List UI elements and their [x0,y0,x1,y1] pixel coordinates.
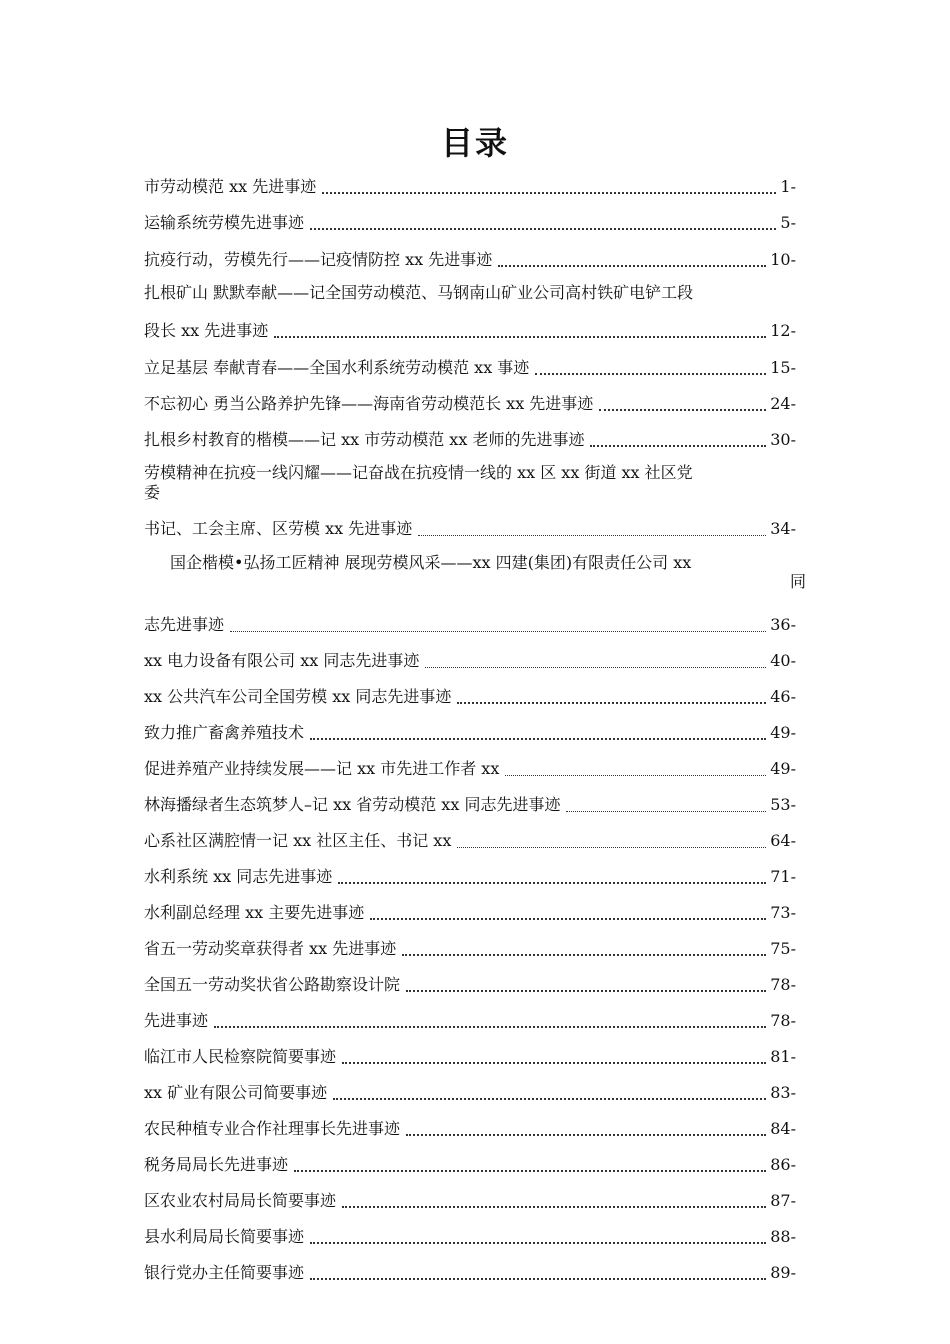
toc-entry[interactable] [144,644,796,672]
toc-entry-page: 88- [770,1227,796,1246]
toc-entry[interactable] [144,608,796,636]
toc-entry-title: 段长 xx 先进事迹 [144,321,269,340]
dot-leader [230,617,766,632]
toc-entry[interactable] [144,512,796,540]
toc-entry[interactable] [144,860,796,888]
toc-entry-page: 64- [770,831,796,850]
toc-entry-page: 40- [770,651,796,670]
toc-entry[interactable] [144,680,796,708]
toc-entry-title: 国企楷模•弘扬工匠精神 展现劳模风采——xx 四建(集团)有限责任公司 xx [170,553,692,572]
toc-entry[interactable] [144,896,796,924]
toc-entry[interactable] [144,243,796,271]
toc-entry-title-continued: 委 [144,483,161,502]
toc-entry-title: 立足基层 奉献青春——全国水利系统劳动模范 xx 事迹 [144,358,530,377]
toc-entry-page: 34- [770,519,796,538]
toc-entry-page: 24- [770,394,796,413]
toc-entry-page: 81- [770,1047,796,1066]
toc-entry-title: 林海播绿者生态筑梦人–记 xx 省劳动模范 xx 同志先进事迹 [144,795,561,814]
dot-leader [342,1192,766,1208]
toc-entry[interactable] [144,1076,796,1104]
toc-entry-title: 促进养殖产业持续发展——记 xx 市先进工作者 xx [144,759,500,778]
toc-entry-title: 临江市人民检察院简要事迹 [144,1047,337,1066]
dot-leader [333,1084,766,1100]
dot-leader [406,1120,766,1136]
toc-entry-title: 扎根矿山 默默奉献——记全国劳动模范、马钢南山矿业公司高村铁矿电铲工段 [144,283,694,302]
toc-entry-title: 不忘初心 勇当公路养护先锋——海南省劳动模范长 xx 先进事迹 [144,394,594,413]
toc-entry[interactable] [144,423,796,451]
toc-entry-title: 致力推广畜禽养殖技术 [144,723,305,742]
dot-leader [498,251,766,267]
toc-entry-page: 12- [770,321,796,340]
toc-entry-title: 抗疫行动，劳模先行——记疫情防控 xx 先进事迹 [144,250,493,269]
toc-entry-title: 运输系统劳模先进事迹 [144,213,305,232]
toc-entry-page: 73- [770,903,796,922]
toc-entry-title: 区农业农村局局长简要事迹 [144,1191,337,1210]
dot-leader [425,653,766,668]
toc-entry-title: 省五一劳动奖章获得者 xx 先进事迹 [144,939,397,958]
toc-entry[interactable] [144,314,796,342]
toc-entry[interactable] [144,1148,796,1176]
toc-entry[interactable] [144,1256,796,1284]
toc-entry[interactable] [144,788,796,816]
toc-entry[interactable] [144,1040,796,1068]
toc-entry-page: 71- [770,867,796,886]
toc-entry-title: 书记、工会主席、区劳模 xx 先进事迹 [144,519,413,538]
toc-entry[interactable] [144,1004,796,1032]
toc-entry-page: 5- [780,213,796,232]
toc-entry[interactable] [144,932,796,960]
dot-leader [535,359,766,375]
dot-leader [566,797,766,812]
toc-entry-title: 税务局局长先进事迹 [144,1155,289,1174]
toc-entry-title: 扎根乡村教育的楷模——记 xx 市劳动模范 xx 老师的先进事迹 [144,430,585,449]
toc-entry[interactable] [144,716,796,744]
toc-entry-title: 银行党办主任简要事迹 [144,1263,305,1282]
toc-entry[interactable] [144,1220,796,1248]
dot-leader [590,431,766,447]
toc-entry-title: 先进事迹 [144,1011,209,1030]
toc-entry-page: 46- [770,687,796,706]
toc-entry-title: 心系社区满腔情一记 xx 社区主任、书记 xx [144,831,452,850]
toc-entry-page: 87- [770,1191,796,1210]
toc-entry-page: 78- [770,1011,796,1030]
toc-entry-page: 78- [770,975,796,994]
toc-entry-page: 75- [770,939,796,958]
dot-leader [322,178,776,194]
toc-entry-page: 84- [770,1119,796,1138]
toc-entry-title: 全国五一劳动奖状省公路勘察设计院 [144,975,401,994]
toc-entry[interactable] [144,752,796,780]
toc-entry[interactable] [144,206,796,234]
toc-entry-page: 30- [770,430,796,449]
dot-leader [599,395,766,411]
toc-entry[interactable] [144,387,796,415]
dot-leader [310,724,766,740]
toc-entry-title: 志先进事迹 [144,615,225,634]
toc-entry-page: 49- [770,723,796,742]
dot-leader [310,1264,766,1280]
toc-entry-title: 县水利局局长简要事迹 [144,1227,305,1246]
dot-leader [338,868,766,884]
dot-leader [310,1228,766,1244]
toc-entry[interactable] [144,1184,796,1212]
dot-leader [342,1048,766,1064]
dot-leader [402,940,766,956]
dot-leader [214,1012,766,1028]
toc-entry-page: 49- [770,759,796,778]
toc-entry-title-continued: 同 [790,572,807,591]
toc-entry-page: 83- [770,1083,796,1102]
toc-entry[interactable] [144,351,796,379]
dot-leader [457,833,766,848]
dot-leader [274,322,766,338]
toc-entry[interactable] [144,1112,796,1140]
toc-entry-page: 36- [770,615,796,634]
dot-leader [370,904,766,920]
page-title: 目录 [440,124,509,162]
dot-leader [406,976,766,992]
toc-entry[interactable] [144,170,796,198]
toc-entry[interactable] [144,824,796,852]
toc-entry-title: 劳模精神在抗疫一线闪耀——记奋战在抗疫情一线的 xx 区 xx 街道 xx 社区党 [144,463,693,482]
toc-entry-title: 市劳动模范 xx 先进事迹 [144,177,317,196]
toc-entry-page: 53- [770,795,796,814]
toc-entry-title: xx 电力设备有限公司 xx 同志先进事迹 [144,651,420,670]
dot-leader [505,761,766,776]
toc-entry-page: 89- [770,1263,796,1282]
dot-leader [457,688,766,704]
toc-entry-page: 10- [770,250,796,269]
toc-entry-title: 农民种植专业合作社理事长先进事迹 [144,1119,401,1138]
dot-leader [294,1156,766,1172]
dot-leader [310,214,776,230]
toc-entry-page: 1- [780,177,796,196]
toc-entry-title: xx 矿业有限公司简要事迹 [144,1083,328,1102]
toc-entry-title: xx 公共汽车公司全国劳模 xx 同志先进事迹 [144,687,452,706]
toc-entry-page: 86- [770,1155,796,1174]
toc-entry-title: 水利副总经理 xx 主要先进事迹 [144,903,365,922]
toc-entry-title: 水利系统 xx 同志先进事迹 [144,867,333,886]
toc-entry[interactable] [144,968,796,996]
dot-leader [418,521,766,536]
toc-entry-page: 15- [770,358,796,377]
